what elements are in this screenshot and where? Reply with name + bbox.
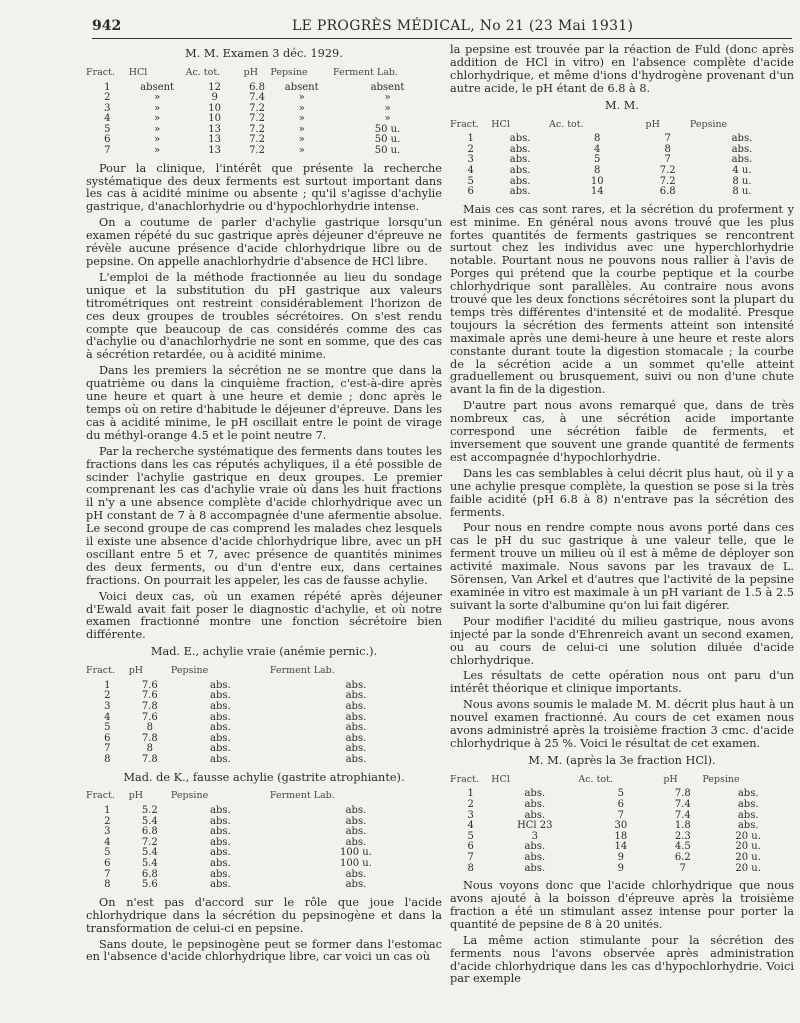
table-cell: » bbox=[384, 102, 391, 114]
table-cell: 1 bbox=[104, 679, 111, 691]
table-cell: 2 bbox=[104, 690, 111, 702]
table-cell: 2 bbox=[104, 92, 111, 104]
table-cell: 8 bbox=[467, 862, 474, 874]
table-cell: 5.4 bbox=[141, 858, 158, 869]
column-header: Pepsine bbox=[689, 118, 728, 130]
table-cell: 6 bbox=[104, 858, 111, 869]
paragraph: On n'est pas d'accord sur le rôle que joue l'acide chlorhydrique dans la sécrétion du pepsinogène et dans la transformation de celui-ci en pepsine. bbox=[86, 895, 442, 935]
table-cell: 2.3 bbox=[674, 830, 691, 842]
paragraph: L'emploi de la méthode fractionnée au lieu du sondage unique et la substitution du pH gastrique aux valeurs titrométriques ont restreint considérablement l'horizon de ces deux groupes de troubles sécrétoires. On s'est rendu compte que beaucoup de cas considérés comme des cas d'achylie ou d'anachlorhydrie ne sont en somme, que des cas à sécrétion retardée, ou à acidité minime. bbox=[86, 270, 442, 362]
table-header-row bbox=[450, 773, 794, 790]
table-cell: abs. bbox=[509, 164, 531, 176]
column-header: Pepsine bbox=[170, 665, 209, 677]
table-row bbox=[86, 744, 442, 755]
table-cell: 7.8 bbox=[141, 753, 158, 765]
table-cell: abs. bbox=[210, 690, 231, 702]
table-cell: 50 u. bbox=[374, 134, 401, 146]
table-cell: 4 bbox=[467, 164, 474, 176]
table-cell: abs. bbox=[509, 154, 531, 166]
paragraph: D'autre part nous avons remarqué que, dans de très nombreux cas, à une sécrétion acide importante correspond une sécrétion faible de ferments, et inversement que souvent une grande quantité de ferments est accompagnée d'hypochlorhydrie. bbox=[450, 399, 794, 464]
table-cell: 1.8 bbox=[674, 820, 691, 832]
table-cell: 9 bbox=[617, 862, 625, 874]
table-cell: abs. bbox=[509, 133, 531, 145]
table-cell: » bbox=[154, 113, 161, 125]
table-cell: 20 u. bbox=[735, 830, 761, 842]
table-cell: 5 bbox=[467, 175, 474, 187]
table-cell: 10 bbox=[208, 113, 221, 125]
table-cell: 8 bbox=[594, 133, 601, 145]
table-row bbox=[86, 681, 442, 692]
table-cell: 13 bbox=[208, 123, 221, 135]
table-cell: abs. bbox=[345, 679, 367, 691]
table-cell: abs. bbox=[210, 679, 231, 691]
table-cell: 4 bbox=[594, 143, 601, 155]
table-row bbox=[86, 713, 442, 724]
table-cell: 4 bbox=[467, 820, 474, 832]
paragraph: la pepsine est trouvée par la réaction de Fuld (donc après addition de HCl in vitro) en l'absence complète d'acide chlorhydrique, et même d'ions d'hydrogène provenant d'un autre acide, le pH étant de 6.8 à 8. bbox=[450, 43, 794, 95]
table-cell: abs. bbox=[345, 722, 367, 734]
table-cell: 50 u. bbox=[374, 145, 401, 157]
table-cell: abs. bbox=[524, 862, 546, 874]
table-cell: 5 bbox=[617, 788, 625, 800]
table-row bbox=[86, 691, 442, 702]
table-cell: 2 bbox=[104, 815, 111, 827]
column-header: Ferment Lab. bbox=[333, 66, 398, 78]
table-cell: 6 bbox=[467, 841, 474, 853]
table-cell: abs. bbox=[737, 798, 759, 810]
table-cell: 7.2 bbox=[249, 134, 265, 146]
table-cell: 6.2 bbox=[674, 851, 691, 863]
table-cell: abs. bbox=[345, 753, 367, 765]
table-cell: 10 bbox=[590, 175, 604, 187]
table-cell: 9 bbox=[211, 92, 218, 104]
paragraph: Voici deux cas, où un examen répété après déjeuner d'Ewald avait fait poser le diagnostic d'achylie, et où notre examen fractionné montre une fonction sécrétoire bien différente. bbox=[86, 589, 442, 642]
table-cell: abs. bbox=[210, 711, 231, 723]
column-header: Pepsine bbox=[270, 66, 308, 78]
table-cell: » bbox=[298, 123, 305, 135]
table-row bbox=[86, 817, 442, 828]
table-cell: 7 bbox=[617, 809, 625, 821]
table-cell: abs. bbox=[524, 851, 546, 863]
data-table bbox=[450, 773, 794, 874]
journal-title: LE PROGRÈS MÉDICAL, No 21 (23 Mai 1931) bbox=[292, 18, 634, 34]
table-cell: 4.5 bbox=[674, 841, 691, 853]
table-cell: abs. bbox=[210, 805, 231, 817]
table-cell: 2 bbox=[467, 798, 474, 810]
paragraph: Dans les cas semblables à celui décrit plus haut, où il y a une achylie presque complète, la question se pose si la très faible acidité (pH 6.8 à 8) n'entrave pas la sécrétion des ferments. bbox=[450, 466, 794, 519]
table-caption: M. M. Examen 3 déc. 1929. bbox=[185, 47, 343, 60]
table-cell: 3 bbox=[104, 700, 111, 712]
table-cell: 5.4 bbox=[141, 847, 158, 859]
page-header bbox=[92, 16, 792, 39]
table-cell: abs. bbox=[345, 836, 367, 848]
table-cell: abs. bbox=[210, 732, 231, 744]
table-cell: 2 bbox=[467, 143, 474, 155]
table-cell: abs. bbox=[210, 700, 231, 712]
column-header: Fract. bbox=[86, 665, 115, 677]
table-cell: 5 bbox=[104, 722, 111, 734]
column-header: Ac. tot. bbox=[185, 66, 221, 78]
table-cell: 7.8 bbox=[674, 788, 691, 800]
data-table bbox=[86, 789, 442, 890]
table-cell: abs. bbox=[210, 836, 231, 848]
table-cell: 7.6 bbox=[141, 690, 158, 702]
table-cell: abs. bbox=[210, 722, 231, 734]
table-cell: 5 bbox=[104, 847, 111, 859]
table-cell: abs. bbox=[509, 175, 531, 187]
table-cell: » bbox=[298, 102, 305, 114]
table-cell: abs. bbox=[524, 788, 546, 800]
table-cell: abs. bbox=[524, 809, 546, 821]
table-cell: » bbox=[298, 113, 305, 125]
table-cell: abs. bbox=[210, 753, 231, 765]
table-cell: » bbox=[384, 113, 391, 125]
page-number: 942 bbox=[92, 18, 122, 34]
table-cell: 7.2 bbox=[249, 145, 265, 157]
right-column bbox=[450, 44, 794, 989]
table-cell: abs. bbox=[210, 858, 231, 869]
table-cell: abs. bbox=[524, 798, 546, 810]
table-cell: 8 bbox=[146, 722, 153, 734]
table-cell: 7 bbox=[664, 133, 671, 145]
table-cell: 100 u. bbox=[339, 858, 372, 869]
table-cell: abs. bbox=[345, 700, 367, 712]
table-cell: 4 bbox=[104, 711, 111, 723]
paragraph: Sans doute, le pepsinogène peut se former dans l'estomac en l'absence d'acide chlorhydrique libre, car voici un cas où bbox=[86, 937, 442, 964]
column-header: Ferment Lab. bbox=[269, 665, 335, 677]
table-caption: Mad. E., achylie vraie (anémie pernic.). bbox=[150, 645, 378, 659]
table-cell: 7.2 bbox=[249, 113, 265, 125]
table-cell: 6 bbox=[617, 798, 625, 810]
table-header-row bbox=[86, 664, 442, 681]
table-cell: 20 u. bbox=[735, 851, 761, 863]
table-cell: 30 bbox=[614, 820, 628, 832]
table-cell: abs. bbox=[731, 133, 753, 145]
paragraph: Nous avons soumis le malade M. M. décrit plus haut à un nouvel examen fractionné. Au cours de cet examen nous avons administré après la troisième fraction 3 cmc. d'acide chlorhydrique à 25 %. Voici le résultat de cet examen. bbox=[450, 698, 794, 750]
table-cell: » bbox=[154, 145, 161, 157]
table-caption: Mad. de K., fausse achylie (gastrite atrophiante). bbox=[123, 770, 405, 784]
table-cell: 5 bbox=[594, 154, 601, 166]
table-cell: 5.6 bbox=[141, 879, 158, 891]
table-cell: abs. bbox=[210, 868, 231, 880]
table-cell: 4 bbox=[104, 836, 111, 848]
column-header: pH bbox=[663, 773, 678, 785]
table-cell: 14 bbox=[590, 186, 604, 198]
table-caption: M. M. (après la 3e fraction HCl). bbox=[528, 753, 716, 767]
table-cell: 6 bbox=[104, 134, 111, 146]
paragraph: Mais ces cas sont rares, et la sécrétion du proferment y est minime. En général nous avons trouvé que les plus fortes quantités de ferments gastriques se rencontrent surtout chez les individus avec une hyperchlorhydrie notable. Pourtant nous ne pouvons nous rallier à l'avis de Porges qui prétend que la courbe peptique et la courbe chlorhydrique sont parallèles. Au contraire nous avons trouvé que les deux fonctions sécrétoires sont la plupart du temps très différentes d'intensité et de modalité. Presque toujours la sécrétion des ferments atteint son intensité maximale après une demi-heure à une heure et reste alors constante durant toute la digestion stomacale ; la courbe de la sécrétion acide a un sommet qu'elle atteint graduellement ou brusquement, suivi ou non d'une chute avant la fin de la digestion. bbox=[450, 202, 794, 397]
table-cell: 5 bbox=[104, 123, 111, 135]
table-cell: 7.4 bbox=[674, 798, 691, 810]
table-cell: 8 u. bbox=[732, 175, 752, 187]
table-cell: 6.8 bbox=[659, 186, 676, 198]
paragraph: Dans les premiers la sécrétion ne se montre que dans la quatrième ou dans la cinquième fraction, c'est-à-dire après une heure et quart à une heure et demie ; donc après le temps où on retire d'habitude le déjeuner d'épreuve. Dans les cas à acidité minime, le pH oscillait entre le point de virage du méthyl-orange 4.5 et le point neutre 7. bbox=[86, 364, 442, 442]
table-row bbox=[86, 755, 442, 766]
table-row bbox=[86, 827, 442, 838]
table-header-row bbox=[86, 66, 442, 83]
table-row bbox=[450, 166, 794, 177]
column-header: Pepsine bbox=[702, 773, 740, 785]
table-cell: abs. bbox=[210, 879, 231, 891]
table-cell: abs. bbox=[731, 154, 753, 166]
table-row bbox=[450, 187, 794, 198]
table-row bbox=[86, 723, 442, 734]
table-cell: » bbox=[298, 134, 305, 146]
table-cell: abs. bbox=[737, 809, 759, 821]
paragraph: Pour nous en rendre compte nous avons porté dans ces cas le pH du suc gastrique à une valeur telle, que le ferment trouve un milieu où il est à même de déployer son activité maximale. Nous savons par les travaux de L. Sörensen, Van Arkel et d'autres que l'activité de la pepsine examinée in vitro est maximale à un pH variant de 1.5 à 2.5 suivant la sorte d'albumine qu'on lui fait digérer. bbox=[450, 521, 794, 612]
table-cell: 7.2 bbox=[659, 175, 676, 187]
table-row bbox=[86, 806, 442, 817]
table-cell: abs. bbox=[345, 879, 367, 891]
table-row bbox=[86, 870, 442, 881]
table-cell: 7 bbox=[664, 154, 671, 166]
table-row bbox=[86, 848, 442, 859]
table-cell: abs. bbox=[345, 868, 367, 880]
column-header: Fract. bbox=[86, 790, 115, 802]
table-cell: » bbox=[298, 145, 305, 157]
table-cell: 10 bbox=[208, 102, 221, 114]
table-row bbox=[450, 853, 794, 864]
table-cell: » bbox=[154, 92, 161, 104]
table-cell: 8 bbox=[104, 879, 111, 891]
table-cell: 7 bbox=[679, 862, 687, 874]
table-cell: 6 bbox=[467, 186, 474, 198]
column-header: Fract. bbox=[450, 118, 479, 130]
left-column bbox=[86, 44, 442, 967]
column-header: pH bbox=[128, 790, 144, 802]
table-cell: 7 bbox=[104, 743, 111, 755]
table-cell: 7.2 bbox=[659, 164, 676, 176]
column-header: Ferment Lab. bbox=[269, 790, 335, 802]
table-cell: abs. bbox=[524, 841, 546, 853]
table-cell: abs. bbox=[345, 732, 367, 744]
table-cell: 7.6 bbox=[141, 679, 158, 691]
table-cell: 3 bbox=[467, 809, 474, 821]
table-cell: 6 bbox=[104, 732, 111, 744]
table-row bbox=[86, 146, 442, 157]
table-cell: 8 bbox=[594, 164, 601, 176]
table-row bbox=[86, 734, 442, 745]
table-cell: 4 bbox=[104, 113, 111, 125]
table-cell: » bbox=[384, 92, 391, 104]
table-cell: 5.2 bbox=[141, 805, 158, 817]
table-cell: 14 bbox=[614, 841, 628, 853]
table-cell: 7.2 bbox=[249, 123, 265, 135]
table-row bbox=[86, 880, 442, 891]
column-header: pH bbox=[645, 118, 660, 130]
table-cell: abs. bbox=[737, 820, 759, 832]
table-cell: 1 bbox=[467, 133, 474, 145]
table-cell: abs. bbox=[737, 788, 759, 800]
column-header: Ac. tot. bbox=[578, 773, 613, 785]
table-cell: abs. bbox=[210, 743, 231, 755]
table-cell: 7.2 bbox=[249, 102, 265, 114]
table-cell: 8 bbox=[104, 753, 111, 765]
column-header: Fract. bbox=[86, 66, 115, 78]
table-cell: 6.8 bbox=[141, 868, 158, 880]
table-cell: 7 bbox=[104, 145, 111, 157]
column-header: HCl bbox=[491, 118, 510, 130]
table-cell: » bbox=[154, 134, 161, 146]
paragraph: Les résultats de cette opération nous ont paru d'un intérêt théorique et clinique importants. bbox=[450, 669, 794, 696]
table-cell: abs. bbox=[345, 743, 367, 755]
table-cell: absent bbox=[370, 81, 405, 93]
table-cell: 8 bbox=[664, 143, 671, 155]
table-cell: abs. bbox=[345, 805, 367, 817]
table-caption: M. M. bbox=[605, 98, 639, 112]
table-cell: 7.6 bbox=[141, 711, 158, 723]
table-cell: 3 bbox=[467, 154, 474, 166]
table-cell: 4 u. bbox=[732, 164, 752, 176]
column-header: Fract. bbox=[450, 773, 479, 785]
column-header: HCl bbox=[128, 66, 148, 78]
table-cell: 6.8 bbox=[249, 81, 265, 93]
table-cell: abs. bbox=[345, 826, 367, 838]
table-cell: 20 u. bbox=[735, 862, 761, 874]
table-cell: 3 bbox=[531, 830, 538, 842]
table-row bbox=[86, 838, 442, 849]
table-cell: 3 bbox=[104, 826, 111, 838]
table-cell: » bbox=[298, 92, 305, 104]
table-cell: abs. bbox=[210, 815, 231, 827]
table-cell: abs. bbox=[509, 143, 531, 155]
table-cell: 7 bbox=[104, 868, 111, 880]
table-header-row bbox=[450, 118, 794, 135]
paragraph: La même action stimulante pour la sécrétion des ferments nous l'avons observée après administration d'acide chlorhydrique dans les cas d'hypochlorhydrie. Voici par exemple bbox=[450, 933, 794, 986]
table-cell: absent bbox=[284, 81, 319, 93]
table-cell: 13 bbox=[208, 134, 221, 146]
data-table bbox=[86, 664, 442, 765]
table-cell: 3 bbox=[104, 102, 111, 114]
table-cell: 7.4 bbox=[249, 92, 265, 104]
table-cell: abs. bbox=[731, 143, 753, 155]
table-cell: abs. bbox=[345, 815, 367, 827]
paragraph: On a coutume de parler d'achylie gastrique lorsqu'un examen répété du suc gastrique après déjeuner d'épreuve ne révèle aucune présence d'acide chlorhydrique libre ou de pepsine. On appelle anachlorhydrie d'absence de HCl libre. bbox=[86, 216, 442, 268]
data-table bbox=[86, 66, 442, 157]
table-row bbox=[86, 859, 442, 870]
table-cell: 7 bbox=[467, 851, 474, 863]
table-cell: abs. bbox=[210, 847, 231, 859]
table-row bbox=[450, 800, 794, 811]
table-cell: 13 bbox=[208, 145, 221, 157]
table-cell: 5 bbox=[467, 830, 474, 842]
column-header: HCl bbox=[491, 773, 510, 785]
table-cell: 100 u. bbox=[339, 847, 372, 859]
table-cell: 1 bbox=[467, 788, 474, 800]
table-cell: 7.8 bbox=[141, 732, 158, 744]
table-cell: abs. bbox=[345, 690, 367, 702]
table-cell: 8 bbox=[146, 743, 153, 755]
table-cell: 7.2 bbox=[141, 836, 158, 848]
table-cell: » bbox=[154, 102, 161, 114]
table-cell: 7.4 bbox=[674, 809, 691, 821]
table-cell: 5.4 bbox=[141, 815, 158, 827]
table-cell: 1 bbox=[104, 81, 111, 93]
paragraph: Par la recherche systématique des ferments dans toutes les fractions dans les cas réputés achyliques, il a été possible de scinder l'achylie gastrique en deux groupes. Le premier comprenant les cas d'achylie vraie où dans les huit fractions il n'y a une absence complète d'acide chlorhydrique avec un pH constant de 7 à 8 accompagnée d'une afermentie absolue. Le second groupe de cas comprend les malades chez lesquels il existe une absence d'acide chlorhydrique libre, avec un pH oscillant entre 5 et 7, avec présence de quantités minimes des deux ferments, ou d'un d'entre eux, dans certaines fractions. On pourrait les appeler, les cas de fausse achylie. bbox=[86, 444, 442, 587]
table-cell: abs. bbox=[345, 711, 367, 723]
table-cell: HCl 23 bbox=[517, 820, 553, 832]
table-cell: 6.8 bbox=[141, 826, 158, 838]
table-cell: 9 bbox=[617, 851, 625, 863]
column-header: pH bbox=[128, 665, 144, 677]
table-cell: absent bbox=[140, 81, 175, 93]
table-cell: 8 u. bbox=[732, 186, 752, 198]
column-header: Pepsine bbox=[170, 790, 209, 802]
paragraph: Nous voyons donc que l'acide chlorhydrique que nous avons ajouté à la boisson d'épreuve après la troisième fraction a été un stimulant assez intense pour porter la quantité de pepsine de 8 à 20 unités. bbox=[450, 879, 794, 931]
paragraph: Pour la clinique, l'intérêt que présente la recherche systématique des deux ferments est surtout important dans les cas à acidité minime ou absente ; qu'il s'agisse d'achylie gastrique, d'anachlorhydrie ou d'hypochlorhydrie intense. bbox=[86, 161, 442, 214]
table-cell: abs. bbox=[210, 826, 231, 838]
table-cell: 12 bbox=[208, 81, 221, 93]
data-table bbox=[450, 118, 794, 198]
table-header-row bbox=[86, 789, 442, 806]
column-header: pH bbox=[243, 66, 259, 78]
paragraph: Pour modifier l'acidité du milieu gastrique, nous avons injecté par la sonde d'Ehrenreich avant un second examen, ou au cours de celui-ci une solution diluée d'acide chlorhydrique. bbox=[450, 614, 794, 667]
table-cell: 7.8 bbox=[141, 700, 158, 712]
table-cell: 50 u. bbox=[374, 123, 401, 135]
table-cell: 1 bbox=[104, 805, 111, 817]
table-cell: 18 bbox=[614, 830, 628, 842]
table-cell: 20 u. bbox=[735, 841, 761, 853]
table-cell: » bbox=[154, 123, 161, 135]
table-row bbox=[450, 864, 794, 875]
column-header: Ac. tot. bbox=[548, 118, 584, 130]
table-cell: abs. bbox=[509, 186, 531, 198]
table-row bbox=[86, 702, 442, 713]
